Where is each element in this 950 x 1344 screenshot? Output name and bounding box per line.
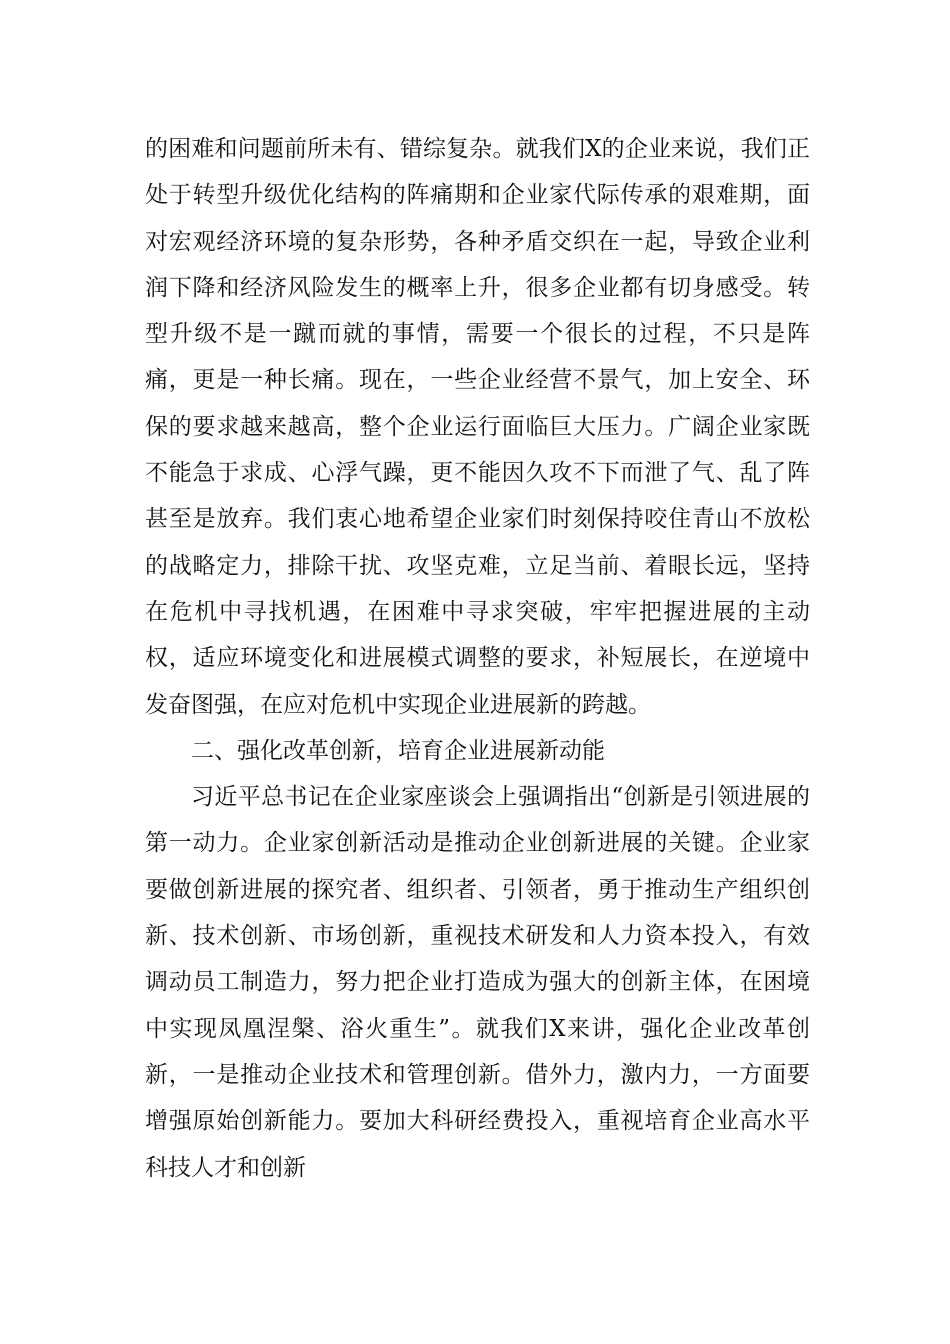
paragraph-innovation-speech: 习近平总书记在企业家座谈会上强调指出“创新是引领进展的第一动力。企业家创新活动是推动企业创新进展的关键。企业家要做创新进展的探究者、组织者、引领者，勇于推动生产组织创新、技术创新、市场创新，重视技术研发和人力资本投入，有效调动员工制造力，努力把企业打造成为强大的创新主体，在困境中实现凤凰涅槃、浴火重生”。就我们X来讲，强化企业改革创新，一是推动企业技术和管理创新。借外力，激内力，一方面要增强原始创新能力。要加大科研经费投入，重视培育企业高水平科技人才和创新 — [145, 784, 810, 1181]
paragraph-economic-pressure: 的困难和问题前所未有、错综复杂。就我们X的企业来说，我们正处于转型升级优化结构的阵痛期和企业家代际传承的艰难期，面对宏观经济环境的复杂形势，各种矛盾交织在一起，导致企业利润下降和经济风险发生的概率上升，很多企业都有切身感受。转型升级不是一蹴而就的事情，需要一个很长的过程，不只是阵痛，更是一种长痛。现在，一些企业经营不景气，加上安全、环保的要求越来越高，整个企业运行面临巨大压力。广阔企业家既不能急于求成、心浮气躁，更不能因久攻不下而泄了气、乱了阵甚至是放弃。我们衷心地希望企业家们时刻保持咬住青山不放松的战略定力，排除干扰、攻坚克难，立足当前、着眼长远，坚持在危机中寻找机遇，在困难中寻求突破，牢牢把握进展的主动权，适应环境变化和进展模式调整的要求，补短展长，在逆境中发奋图强，在应对危机中实现企业进展新的跨越。 — [145, 136, 810, 718]
document-body — [145, 126, 810, 1191]
section-heading-reform-innovation: 二、强化改革创新，培育企业进展新动能 — [191, 737, 605, 764]
